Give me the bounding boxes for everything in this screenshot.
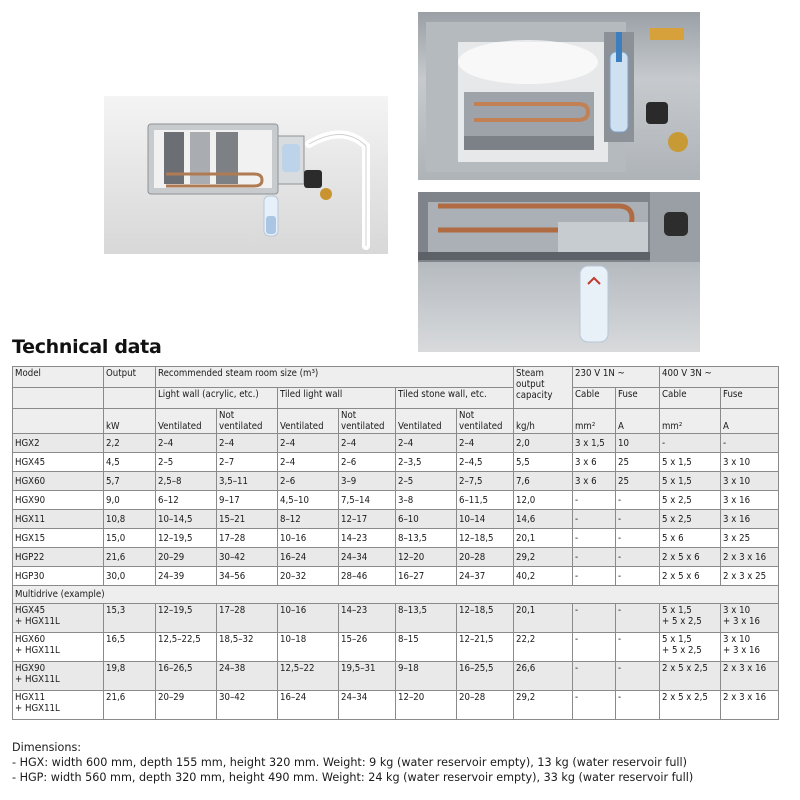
header-blank: [13, 409, 104, 434]
table-cell: 12,0: [514, 491, 573, 510]
table-cell: HGX11 + HGX11L: [13, 691, 104, 720]
table-cell: 16,5: [104, 633, 156, 662]
steam-generator-interior-illustration: [418, 12, 700, 180]
table-cell: 2–5: [156, 453, 217, 472]
header-ventilated: Ventilated: [278, 409, 339, 434]
technical-data-table: [12, 366, 779, 720]
table-cell: 2 x 5 x 6: [660, 548, 721, 567]
table-cell: 2–7: [217, 453, 278, 472]
table-cell: 2–4: [156, 434, 217, 453]
table-row: [13, 567, 779, 586]
table-cell: 8–13,5: [396, 529, 457, 548]
table-cell: -: [616, 604, 660, 633]
header-output: Output: [104, 367, 156, 388]
table-cell: 12–18,5: [457, 529, 514, 548]
table-cell: 16–24: [278, 548, 339, 567]
table-cell: HGX11: [13, 510, 104, 529]
table-cell: 7,6: [514, 472, 573, 491]
header-not-ventilated: Not ventilated: [339, 409, 396, 434]
table-cell: 8–15: [396, 633, 457, 662]
table-cell: 2,2: [104, 434, 156, 453]
table-cell: 3 x 6: [573, 472, 616, 491]
table-cell: 12–20: [396, 691, 457, 720]
table-cell: -: [616, 491, 660, 510]
table-cell: 2 x 5 x 6: [660, 567, 721, 586]
steam-generator-heater-closeup-photo: [418, 192, 700, 352]
header-model: Model: [13, 367, 104, 388]
table-row: [13, 529, 779, 548]
table-row: [13, 633, 779, 662]
header-tiled-light-wall: Tiled light wall: [278, 388, 396, 409]
page-title: Technical data: [12, 336, 162, 358]
header-blank: [104, 388, 156, 409]
table-cell: 12–21,5: [457, 633, 514, 662]
table-cell: 16–27: [396, 567, 457, 586]
table-cell: 14–23: [339, 529, 396, 548]
table-cell: 15,3: [104, 604, 156, 633]
table-cell: -: [573, 604, 616, 633]
table-cell: 34–56: [217, 567, 278, 586]
table-cell: 12,5–22,5: [156, 633, 217, 662]
table-cell: 22,2: [514, 633, 573, 662]
table-cell: 6–11,5: [457, 491, 514, 510]
table-cell: 12–19,5: [156, 529, 217, 548]
table-cell: 25: [616, 472, 660, 491]
table-cell: -: [616, 529, 660, 548]
table-cell: 5 x 6: [660, 529, 721, 548]
dimensions-hgp: - HGP: width 560 mm, depth 320 mm, height 490 mm. Weight: 24 kg (water reservoir empty), 33 kg (water reservoir full): [12, 771, 694, 784]
table-cell: 2 x 5 x 2,5: [660, 691, 721, 720]
table-cell: 5 x 2,5: [660, 491, 721, 510]
steam-generator-overview-photo: [104, 96, 388, 254]
table-cell: -: [573, 529, 616, 548]
table-cell: 3–9: [339, 472, 396, 491]
header-unit-kw: kW: [104, 409, 156, 434]
table-cell: 10–14: [457, 510, 514, 529]
table-cell: 16–26,5: [156, 662, 217, 691]
table-cell: -: [573, 633, 616, 662]
steam-generator-illustration: [104, 96, 388, 254]
table-cell: 2–6: [278, 472, 339, 491]
table-cell: HGX45: [13, 453, 104, 472]
heater-closeup-illustration: [418, 192, 700, 352]
dimensions-hgx: - HGX: width 600 mm, depth 155 mm, height 320 mm. Weight: 9 kg (water reservoir empty), 13 kg (water reservoir full): [12, 756, 688, 769]
table-cell: 2 x 3 x 16: [721, 691, 779, 720]
table-cell: 3 x 16: [721, 510, 779, 529]
table-cell: 15,0: [104, 529, 156, 548]
table-row: [13, 548, 779, 567]
dimensions-note: [12, 740, 693, 785]
table-cell: 3–8: [396, 491, 457, 510]
table-cell: 3 x 10: [721, 453, 779, 472]
table-row: [13, 472, 779, 491]
table-cell: 9–18: [396, 662, 457, 691]
table-cell: 2–4: [217, 434, 278, 453]
table-cell: -: [721, 434, 779, 453]
table-cell: 12,5–22: [278, 662, 339, 691]
table-cell: 10–16: [278, 604, 339, 633]
header-not-ventilated: Not ventilated: [457, 409, 514, 434]
table-cell: -: [573, 548, 616, 567]
table-cell: 14–23: [339, 604, 396, 633]
table-cell: -: [573, 567, 616, 586]
table-cell: 8–13,5: [396, 604, 457, 633]
table-row: [13, 453, 779, 472]
table-cell: 20–29: [156, 548, 217, 567]
header-unit-mm2: mm²: [660, 409, 721, 434]
table-cell: 2–6: [339, 453, 396, 472]
table-cell: 2–4: [396, 434, 457, 453]
table-cell: 19,5–31: [339, 662, 396, 691]
table-cell: 40,2: [514, 567, 573, 586]
table-cell: 25: [616, 453, 660, 472]
table-row: [13, 604, 779, 633]
table-cell: -: [573, 662, 616, 691]
table-cell: 2 x 5 x 2,5: [660, 662, 721, 691]
table-cell: 2,0: [514, 434, 573, 453]
table-cell: HGP30: [13, 567, 104, 586]
table-cell: 2–5: [396, 472, 457, 491]
table-cell: 5 x 2,5: [660, 510, 721, 529]
header-cable-230: Cable: [573, 388, 616, 409]
table-cell: 2 x 3 x 16: [721, 662, 779, 691]
table-cell: 20–28: [457, 691, 514, 720]
table-cell: 2–3,5: [396, 453, 457, 472]
header-fuse-230: Fuse: [616, 388, 660, 409]
table-cell: 24–34: [339, 548, 396, 567]
table-section-row: [13, 586, 779, 604]
table-cell: 24–38: [217, 662, 278, 691]
steam-generator-interior-photo: [418, 12, 700, 180]
table-cell: -: [573, 510, 616, 529]
table-cell: 29,2: [514, 691, 573, 720]
header-unit-a: A: [616, 409, 660, 434]
table-body-multidrive: [13, 604, 779, 720]
header-blank: [13, 388, 104, 409]
table-cell: 26,6: [514, 662, 573, 691]
table-cell: -: [616, 548, 660, 567]
table-cell: 24–37: [457, 567, 514, 586]
table-cell: 21,6: [104, 548, 156, 567]
table-cell: 19,8: [104, 662, 156, 691]
table-cell: 20,1: [514, 604, 573, 633]
header-unit-a: A: [721, 409, 779, 434]
table-cell: HGX60: [13, 472, 104, 491]
table-cell: 16–24: [278, 691, 339, 720]
table-cell: 3 x 6: [573, 453, 616, 472]
header-room-size: Recommended steam room size (m³): [156, 367, 514, 388]
table-row: [13, 491, 779, 510]
table-cell: 2–4: [278, 453, 339, 472]
table-cell: -: [660, 434, 721, 453]
table-cell: HGX15: [13, 529, 104, 548]
table-cell: 9–17: [217, 491, 278, 510]
table-cell: -: [573, 691, 616, 720]
table-cell: 2–4: [278, 434, 339, 453]
header-cable-400: Cable: [660, 388, 721, 409]
table-row: [13, 434, 779, 453]
table-body: [13, 434, 779, 586]
table-cell: 12–20: [396, 548, 457, 567]
table-cell: HGX45 + HGX11L: [13, 604, 104, 633]
table-cell: 3 x 10: [721, 472, 779, 491]
table-cell: 12–19,5: [156, 604, 217, 633]
table-row: [13, 510, 779, 529]
table-cell: 28–46: [339, 567, 396, 586]
table-cell: 24–34: [339, 691, 396, 720]
table-cell: 10–16: [278, 529, 339, 548]
header-unit-mm2: mm²: [573, 409, 616, 434]
header-steam-capacity: Steam output capacity: [514, 367, 573, 409]
table-cell: 7,5–14: [339, 491, 396, 510]
table-cell: -: [616, 662, 660, 691]
table-cell: 15–21: [217, 510, 278, 529]
table-cell: 17–28: [217, 604, 278, 633]
table-row: [13, 662, 779, 691]
table-cell: 6–12: [156, 491, 217, 510]
header-230v: 230 V 1N ~: [573, 367, 660, 388]
table-cell: 16–25,5: [457, 662, 514, 691]
header-400v: 400 V 3N ~: [660, 367, 779, 388]
table-cell: 12–18,5: [457, 604, 514, 633]
table-cell: 10–18: [278, 633, 339, 662]
table-cell: 30,0: [104, 567, 156, 586]
table-header-row: [13, 367, 779, 388]
table-cell: HGX2: [13, 434, 104, 453]
table-row: [13, 691, 779, 720]
table-cell: 18,5–32: [217, 633, 278, 662]
header-ventilated: Ventilated: [396, 409, 457, 434]
table-cell: -: [616, 633, 660, 662]
header-light-wall: Light wall (acrylic, etc.): [156, 388, 278, 409]
dimensions-label: Dimensions:: [12, 741, 82, 754]
table-cell: 10–14,5: [156, 510, 217, 529]
table-cell: 3 x 10 + 3 x 16: [721, 633, 779, 662]
table-cell: 5,7: [104, 472, 156, 491]
header-tiled-stone-wall: Tiled stone wall, etc.: [396, 388, 514, 409]
table-cell: -: [573, 491, 616, 510]
table-cell: 4,5–10: [278, 491, 339, 510]
table-cell: 21,6: [104, 691, 156, 720]
table-cell: HGP22: [13, 548, 104, 567]
table-cell: 6–10: [396, 510, 457, 529]
table-cell: HGX90 + HGX11L: [13, 662, 104, 691]
table-cell: 20–29: [156, 691, 217, 720]
table-cell: 10,8: [104, 510, 156, 529]
table-cell: 24–39: [156, 567, 217, 586]
table-cell: 2–4,5: [457, 453, 514, 472]
table-cell: 20–28: [457, 548, 514, 567]
table-cell: 8–12: [278, 510, 339, 529]
header-unit-kgh: kg/h: [514, 409, 573, 434]
header-fuse-400: Fuse: [721, 388, 779, 409]
table-cell: 17–28: [217, 529, 278, 548]
table-cell: 3 x 16: [721, 491, 779, 510]
table-cell: 9,0: [104, 491, 156, 510]
table-cell: HGX60 + HGX11L: [13, 633, 104, 662]
table-cell: 2–4: [457, 434, 514, 453]
table-cell: 2 x 3 x 16: [721, 548, 779, 567]
table-cell: 2,5–8: [156, 472, 217, 491]
table-cell: 20,1: [514, 529, 573, 548]
table-cell: 3 x 10 + 3 x 16: [721, 604, 779, 633]
table-cell: -: [616, 691, 660, 720]
header-not-ventilated: Not ventilated: [217, 409, 278, 434]
table-cell: 29,2: [514, 548, 573, 567]
table-cell: 2–4: [339, 434, 396, 453]
table-cell: 3 x 1,5: [573, 434, 616, 453]
table-cell: 4,5: [104, 453, 156, 472]
table-cell: 14,6: [514, 510, 573, 529]
table-header-row: [13, 388, 779, 409]
table-cell: 2 x 3 x 25: [721, 567, 779, 586]
table-cell: -: [616, 567, 660, 586]
table-cell: HGX90: [13, 491, 104, 510]
table-cell: 5 x 1,5 + 5 x 2,5: [660, 604, 721, 633]
header-ventilated: Ventilated: [156, 409, 217, 434]
table-cell: 12–17: [339, 510, 396, 529]
table-cell: 30–42: [217, 691, 278, 720]
table-cell: 30–42: [217, 548, 278, 567]
table-cell: 5 x 1,5: [660, 472, 721, 491]
table-cell: 5 x 1,5 + 5 x 2,5: [660, 633, 721, 662]
table-cell: 20–32: [278, 567, 339, 586]
table-cell: -: [616, 510, 660, 529]
table-cell: 2–7,5: [457, 472, 514, 491]
table-cell: 5,5: [514, 453, 573, 472]
table-cell: 15–26: [339, 633, 396, 662]
table-header-row: [13, 409, 779, 434]
table-cell: 5 x 1,5: [660, 453, 721, 472]
table-cell: 3,5–11: [217, 472, 278, 491]
table-cell: 10: [616, 434, 660, 453]
multidrive-label: Multidrive (example): [13, 586, 779, 604]
table-cell: 3 x 25: [721, 529, 779, 548]
